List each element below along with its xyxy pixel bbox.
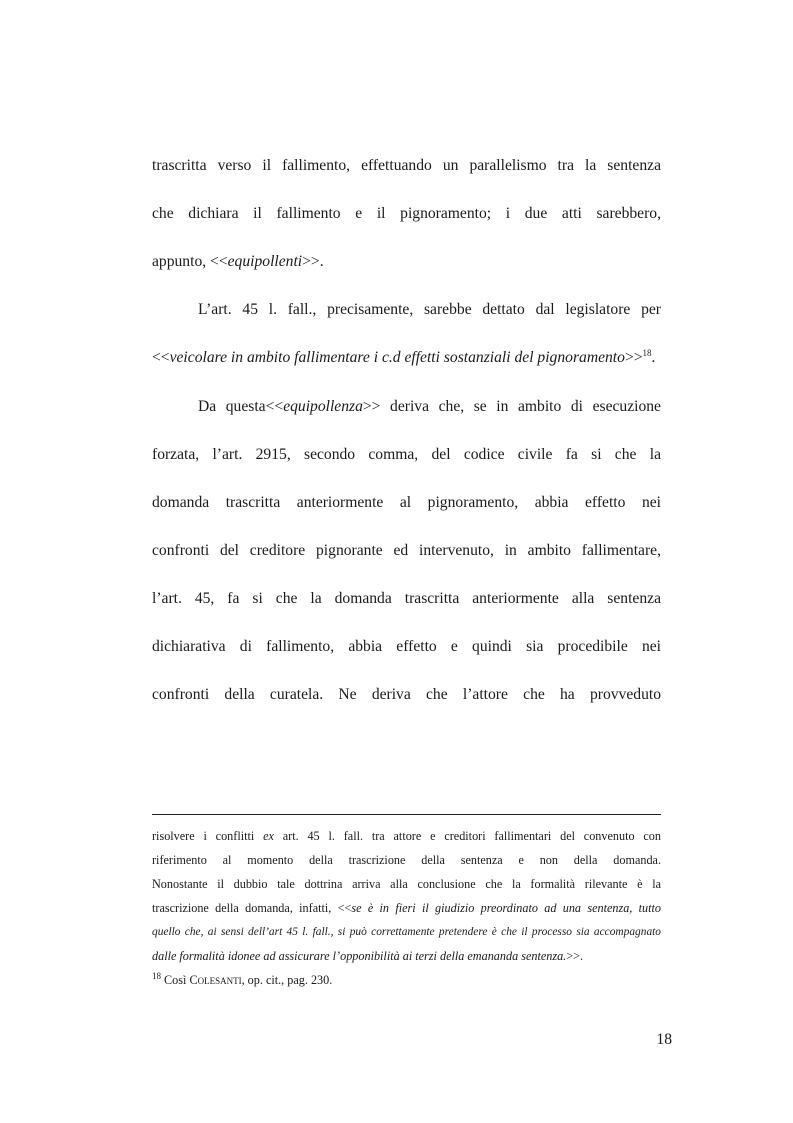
italic-term: equipollenti	[227, 253, 303, 270]
footnote-line	[152, 948, 661, 964]
text-run: <<	[152, 349, 170, 366]
italic-term: ex	[263, 829, 274, 843]
page-number: 18	[656, 1031, 672, 1048]
italic-quote: se è in fieri il giudizio preordinato ad una sentenza, tutto	[351, 901, 661, 915]
text-run: Così	[161, 973, 190, 987]
text-run: >>.	[566, 949, 584, 963]
text-run: .	[651, 349, 656, 366]
body-line: forzata, l’art. 2915, secondo comma, del codice civile fa si che la	[152, 446, 661, 463]
body-line: domanda trascritta anteriormente al pignoramento, abbia effetto nei	[152, 494, 661, 511]
footnote-line: riferimento al momento della trascrizione della sentenza e non della domanda.	[152, 853, 661, 867]
footnote-separator	[152, 814, 661, 815]
body-line: l’art. 45, fa si che la domanda trascritta anteriormente alla sentenza	[152, 590, 661, 607]
italic-quote: dalle formalità idonee ad assicurare l’opponibilità ai terzi della emananda sentenza.	[152, 949, 567, 963]
body-line: confronti del creditore pignorante ed intervenuto, in ambito fallimentare,	[152, 542, 661, 559]
text-run: trascrizione della domanda, infatti, <<	[152, 901, 352, 915]
footnote-line	[152, 900, 661, 916]
body-line: trascritta verso il fallimento, effettuando un parallelismo tra la sentenza	[152, 157, 661, 174]
italic-quote: veicolare in ambito fallimentare i c.d effetti sostanziali del pignoramento	[169, 349, 625, 366]
text-run: >> deriva che, se in ambito di esecuzione	[362, 398, 661, 415]
text-run: >>	[624, 349, 643, 366]
footnote-ref: 18	[642, 347, 652, 358]
text-run: >>.	[302, 253, 324, 270]
footnote-line	[152, 828, 661, 844]
text-run: , op. cit., pag. 230.	[241, 973, 333, 987]
body-line: L’art. 45 l. fall., precisamente, sarebbe dettato dal legislatore per	[198, 301, 661, 318]
text-run: risolvere i conflitti	[152, 829, 264, 843]
footnote-line: Nonostante il dubbio tale dottrina arriva alla conclusione che la formalità rilevante è la	[152, 877, 661, 891]
body-line: confronti della curatela. Ne deriva che l’attore che ha provveduto	[152, 686, 661, 703]
footnote-number: 18	[152, 970, 161, 981]
body-line: che dichiara il fallimento e il pignoramento; i due atti sarebbero,	[152, 205, 661, 222]
body-line: dichiarativa di fallimento, abbia effetto e quindi sia procedibile nei	[152, 638, 661, 655]
author-name: Colesanti	[189, 973, 242, 987]
footnote-line	[152, 924, 661, 940]
body-line	[152, 252, 661, 272]
text-run: appunto, <<	[152, 253, 228, 270]
footnote-18	[152, 972, 661, 988]
body-line	[152, 348, 661, 368]
italic-quote: quello che, ai sensi dell’art 45 l. fall., si può correttamente pretendere è che il processo sia accompagnato	[152, 926, 661, 938]
italic-term: equipollenza	[283, 398, 363, 415]
text-run: art. 45 l. fall. tra attore e creditori fallimentari del convenuto con	[273, 829, 661, 843]
text-run: Da questa<<	[198, 398, 284, 415]
body-line	[198, 397, 661, 417]
